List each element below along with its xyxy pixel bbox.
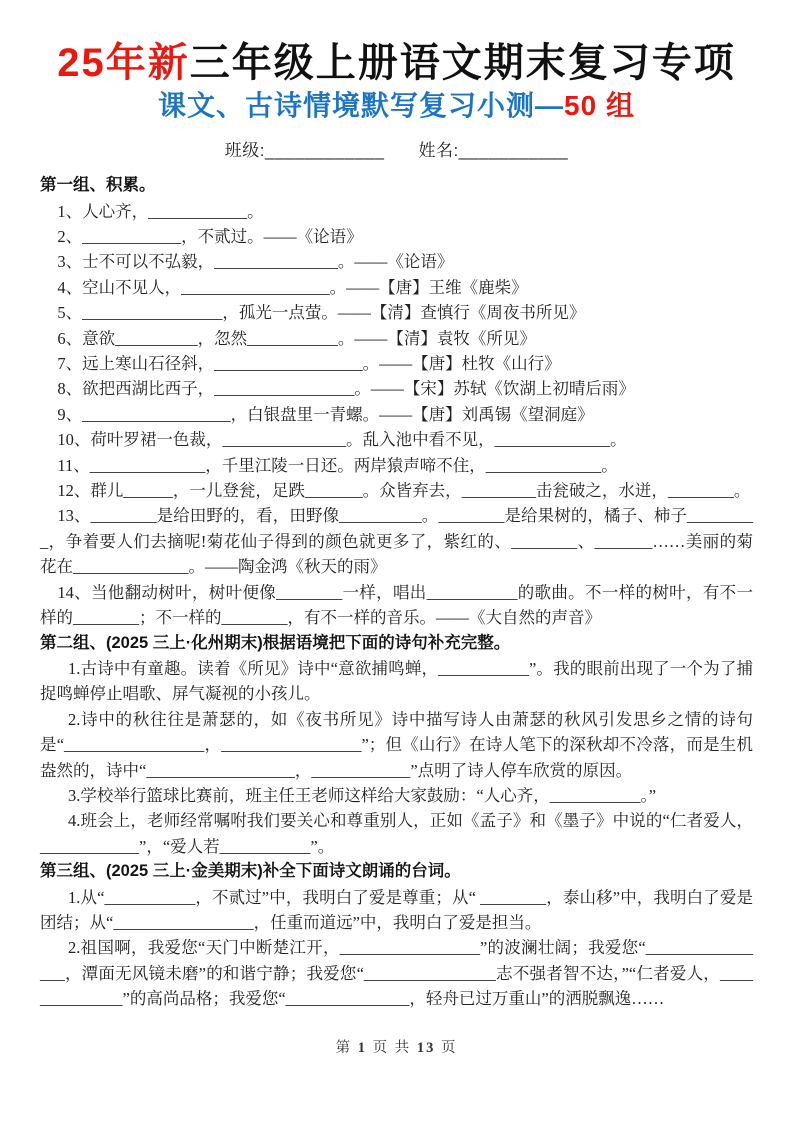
- question-item: 2.祖国啊，我爱您“天门中断楚江开，_________________”的波澜壮阔；我爱您“________________，潭面无风镜未磨”的和谐宁静；我爱您“________________志不强者智不达，”“仁者爱人，______________”的高尚品格；我爱您“_______________，轻舟已过万重山”的洒脱飘逸……: [40, 938, 753, 1009]
- page-subtitle: [40, 90, 753, 122]
- question-item: 4.班会上，老师经常嘱咐我们要关心和尊重别人，正如《孟子》和《墨子》中说的“仁者爱人，____________”，“爱人若___________”。: [40, 811, 753, 856]
- question-item: 5、_________________，孤光一点萤。——【清】查慎行《周夜书所见》: [57, 303, 586, 323]
- question-item: 2、____________，不贰过。——《论语》: [57, 227, 363, 246]
- section-group-3: [40, 859, 753, 1011]
- page-title: [40, 40, 753, 86]
- question-item: 3、士不可以不弘毅，_______________。——《论语》: [57, 252, 454, 272]
- footer-seg2: 页 共: [372, 1040, 412, 1056]
- question-item: 1、人心齐，____________。: [57, 201, 264, 221]
- title-main-text: 三年级上册语文期末复习专项: [189, 41, 736, 85]
- name-label: 姓名:: [418, 141, 459, 161]
- section-1-heading: 第一组、积累。: [40, 176, 156, 195]
- question-item: 13、________是给田野的，看，田野像__________。________是给果树的，橘子、柿子_________，争着要人们去摘呢!菊花仙子得到的颜色就更多了，紫红的、________、_______……美丽的菊花在______________。——陶金鸿《秋天的雨》: [40, 506, 753, 577]
- section-2-heading: 第二组、(2025 三上·化州期末)根据语境把下面的诗句补充完整。: [40, 633, 511, 652]
- worksheet-body: [40, 173, 753, 1011]
- page-header: [40, 40, 753, 161]
- question-item: 11、______________，千里江陵一日还。两岸猿声啼不住，______________。: [57, 455, 618, 475]
- subtitle-group-count: 50 组: [564, 90, 635, 121]
- section-group-2: [40, 631, 753, 860]
- question-item: 14、当他翻动树叶，树叶便像________一样，唱出___________的歌曲。不一样的树叶，有不一样的________；不一样的________，有不一样的音乐。——《大自然的声音》: [40, 582, 753, 628]
- question-item: 10、荷叶罗裙一色裁，_______________。乱入池中看不见，______________。: [57, 430, 627, 450]
- question-item: 2.诗中的秋往往是萧瑟的，如《夜书所见》诗中描写诗人由萧瑟的秋风引发思乡之情的诗句是“_________________，_________________”；但《山行》在诗人笔下的深秋却不冷落，而是生机盎然的，诗中“__________________，____________”点明了诗人停车欣赏的原因。: [40, 709, 753, 780]
- section-3-heading: 第三组、(2025 三上·金美期末)补全下面诗文朗诵的台词。: [40, 862, 461, 881]
- question-item: 1.古诗中有童趣。读着《所见》诗中“意欲捕鸣蝉，___________”。我的眼前出现了一个为了捕捉鸣蝉停止唱歌、屏气凝视的小孩儿。: [40, 658, 753, 704]
- title-year-highlight: 25年新: [57, 41, 190, 85]
- question-item: 12、群儿______，一儿登瓮，足跌_______。众皆弃去，_________击瓮破之，水迸，________。: [57, 481, 751, 501]
- student-info-row: [40, 136, 753, 161]
- current-page-number: 1: [357, 1040, 367, 1056]
- question-item: 3.学校举行篮球比赛前，班主任王老师这样给大家鼓励：“人心齐，___________。”: [68, 785, 657, 805]
- question-item: 7、远上寒山石径斜，__________________。——【唐】杜牧《山行》: [57, 354, 561, 374]
- question-item: 6、意欲__________，忽然___________。——【清】袁牧《所见》: [57, 328, 536, 348]
- class-label: 班级:: [224, 141, 265, 161]
- question-item: 8、欲把西湖比西子，_________________。——【宋】苏轼《饮湖上初晴后雨》: [57, 379, 635, 399]
- footer-seg3: 页: [440, 1040, 458, 1056]
- subtitle-main-text: 课文、古诗情境默写复习小测—: [158, 90, 565, 121]
- question-item: 9、__________________，白银盘里一青螺。——【唐】刘禹锡《望洞庭》: [57, 404, 594, 424]
- class-blank-line: ____________: [265, 141, 385, 161]
- total-pages: 13: [416, 1040, 436, 1056]
- section-group-1: [40, 173, 753, 630]
- name-blank-line: ___________: [458, 141, 569, 161]
- footer-seg1: 第: [335, 1040, 353, 1056]
- question-item: 1.从“___________，不贰过”中，我明白了爱是尊重；从“ ________，泰山移”中，我明白了爱是团结；从“_________________，任重而道远”中，我明白了爱是担当。: [40, 887, 753, 932]
- question-item: 4、空山不见人，__________________。——【唐】王维《鹿柴》: [57, 277, 528, 297]
- page-footer: [0, 1036, 793, 1057]
